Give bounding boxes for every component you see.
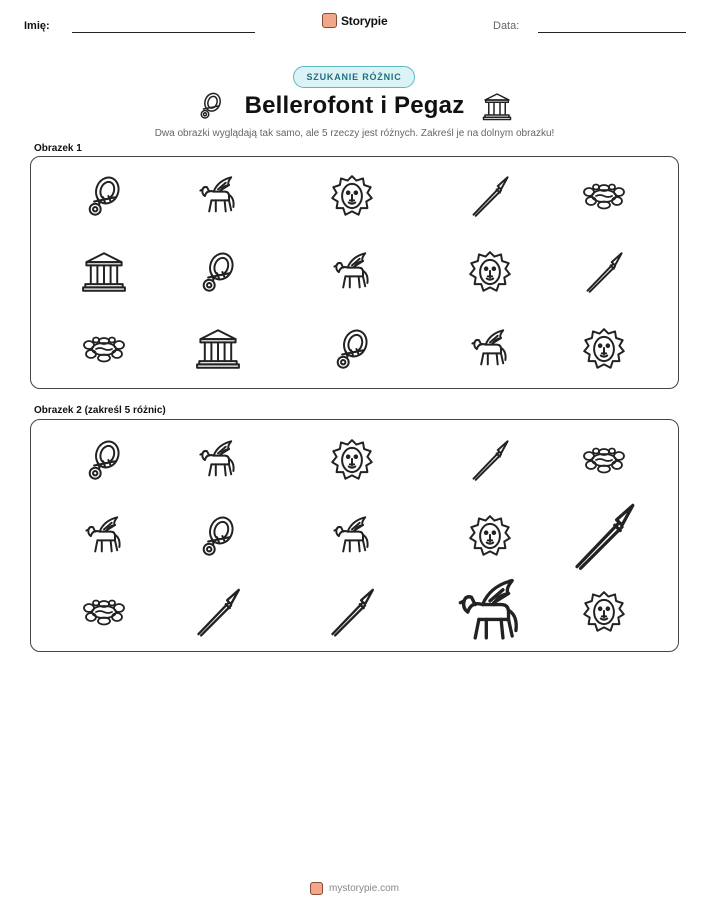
pegasus-icon xyxy=(196,174,240,218)
spear-icon[interactable] xyxy=(192,586,244,638)
bridle-icon xyxy=(196,250,240,294)
pegasus-icon[interactable] xyxy=(196,438,240,482)
spear-icon xyxy=(468,174,512,218)
footer-url: mystorypie.com xyxy=(328,883,399,894)
spear-icon[interactable] xyxy=(326,586,378,638)
spear-icon[interactable] xyxy=(568,500,640,572)
pegasus-icon xyxy=(330,250,374,294)
bridle-icon[interactable] xyxy=(196,514,240,558)
lion-icon xyxy=(468,250,512,294)
lion-icon[interactable] xyxy=(582,590,626,634)
pegasus-icon[interactable] xyxy=(453,575,527,649)
picture-1-label: Obrazek 1 xyxy=(34,143,82,154)
name-field[interactable] xyxy=(72,32,255,33)
lion-icon xyxy=(330,174,374,218)
picture-2-label: Obrazek 2 (zakreśl 5 różnic) xyxy=(34,405,166,416)
spear-icon[interactable] xyxy=(468,438,512,482)
activity-badge: SZUKANIE RÓŻNIC xyxy=(293,66,415,88)
spring-icon[interactable] xyxy=(582,438,626,482)
footer xyxy=(0,882,709,895)
instructions: Dwa obrazki wyglądają tak samo, ale 5 rzeczy jest różnych. Zakreśl je na dolnym obrazku! xyxy=(154,128,555,139)
lion-icon xyxy=(582,327,626,371)
spear-icon xyxy=(582,250,626,294)
brand-name: Storypie xyxy=(341,13,388,28)
storypie-icon xyxy=(310,882,323,895)
spring-icon[interactable] xyxy=(82,590,126,634)
lion-icon[interactable] xyxy=(330,438,374,482)
temple-icon xyxy=(82,250,126,294)
pegasus-icon xyxy=(468,327,512,371)
storypie-icon xyxy=(322,13,337,28)
pegasus-icon[interactable] xyxy=(330,514,374,558)
pegasus-icon[interactable] xyxy=(82,514,126,558)
name-label: Imię: xyxy=(24,20,50,32)
bridle-icon xyxy=(82,174,126,218)
page-title: Bellerofont i Pegaz xyxy=(244,92,465,119)
date-label: Data: xyxy=(493,20,520,32)
temple-icon xyxy=(482,90,512,122)
date-field[interactable] xyxy=(538,32,686,33)
brand-logo xyxy=(322,13,387,28)
bridle-icon[interactable] xyxy=(82,438,126,482)
bridle-icon xyxy=(330,327,374,371)
spring-icon xyxy=(82,327,126,371)
temple-icon xyxy=(196,327,240,371)
spring-icon xyxy=(582,174,626,218)
lion-icon[interactable] xyxy=(468,514,512,558)
